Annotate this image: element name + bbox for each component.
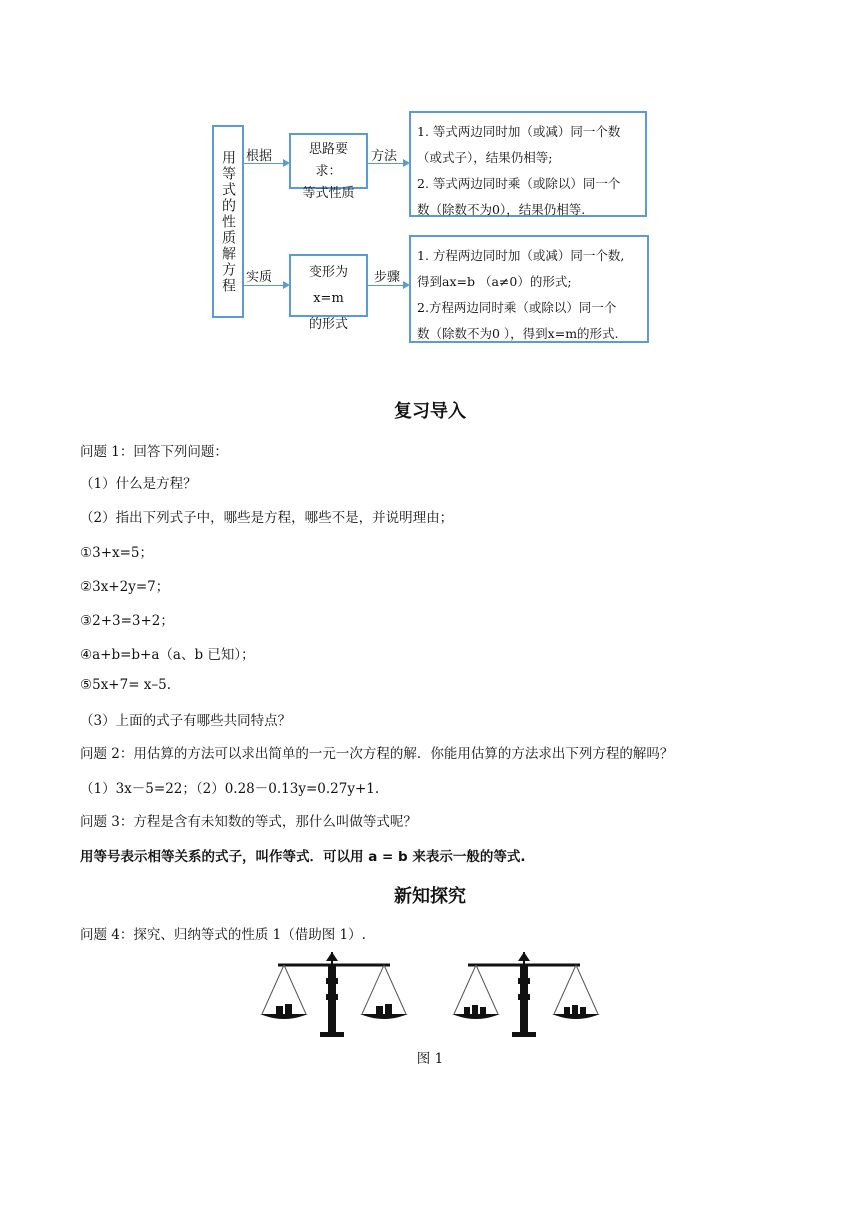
bottom-right-line-1: 1. 方程两边同时加（或减）同一个数,	[417, 248, 625, 263]
text-line: （1）3x－5=22；（2）0.28－0.13y=0.27y+1.	[80, 781, 380, 797]
bottom-right-line-2: 得到ax=b （a≠0）的形式;	[417, 274, 572, 289]
text-line: ②3x+2y=7；	[80, 579, 170, 595]
bottom-right-box	[409, 235, 649, 343]
arrow-bottom-branch	[244, 285, 288, 286]
top-right-box	[409, 111, 647, 217]
branch-label-essence: 实质	[246, 270, 273, 285]
section-heading-explore: 新知探究	[394, 886, 466, 907]
text-line: 问题 3：方程是含有未知数的等式，那什么叫做等式呢？	[80, 814, 417, 830]
arrow-steps	[368, 285, 408, 286]
top-middle-line-2: 等式性质	[302, 186, 355, 201]
diagram-title: 用等式的性质解方程	[220, 149, 236, 294]
balance-scale-left	[260, 952, 408, 1037]
top-right-line-4: 数（除数不为0），结果仍相等.	[417, 202, 586, 217]
top-middle-line-1: 思路要求：	[308, 142, 348, 179]
text-line: （3）上面的式子有哪些共同特点？	[80, 713, 292, 729]
bottom-middle-box	[289, 254, 368, 332]
question-4: 问题 4：探究、归纳等式的性质 1（借助图 1）.	[80, 927, 366, 943]
top-middle-box	[289, 133, 368, 201]
figure-caption: 图 1	[416, 1051, 444, 1067]
text-line: ①3+x=5；	[80, 545, 154, 561]
bottom-middle-line-2: 的形式	[308, 317, 348, 332]
diagram-title-box	[212, 125, 244, 318]
bottom-right-line-4: 数（除数不为0 ），得到x=m的形式.	[417, 326, 619, 341]
top-right-line-3: 2. 等式两边同时乘（或除以）同一个	[417, 176, 621, 191]
top-right-line-2: （或式子），结果仍相等;	[417, 150, 553, 165]
text-line: ④a+b=b+a（a、b 已知）；	[80, 647, 255, 663]
bottom-middle-line-1: 变形为x=m	[308, 265, 348, 306]
text-line: （2）指出下列式子中，哪些是方程，哪些不是，并说明理由；	[80, 510, 454, 526]
definition-line: 用等号表示相等关系的式子，叫作等式．可以用 a = b 来表示一般的等式.	[80, 849, 526, 865]
text-line: ③2+3=3+2；	[80, 613, 174, 629]
section-heading-review: 复习导入	[394, 401, 466, 422]
text-line: ⑤5x+7= x–5.	[80, 677, 172, 693]
link-label-method: 方法	[371, 149, 398, 164]
balance-scale-right	[452, 952, 600, 1037]
balance-scales-figure	[0, 950, 860, 1040]
branch-label-basis: 根据	[246, 149, 273, 164]
text-line: 问题 2：用估算的方法可以求出简单的一元一次方程的解．你能用估算的方法求出下列方程的解吗？	[80, 746, 674, 762]
bottom-right-line-3: 2.方程两边同时乘（或除以）同一个	[417, 300, 617, 315]
link-label-steps: 步骤	[374, 270, 401, 285]
top-right-line-1: 1. 等式两边同时加（或减）同一个数	[417, 124, 621, 139]
text-line: （1）什么是方程？	[80, 476, 197, 492]
text-line: 问题 1：回答下列问题：	[80, 444, 228, 460]
